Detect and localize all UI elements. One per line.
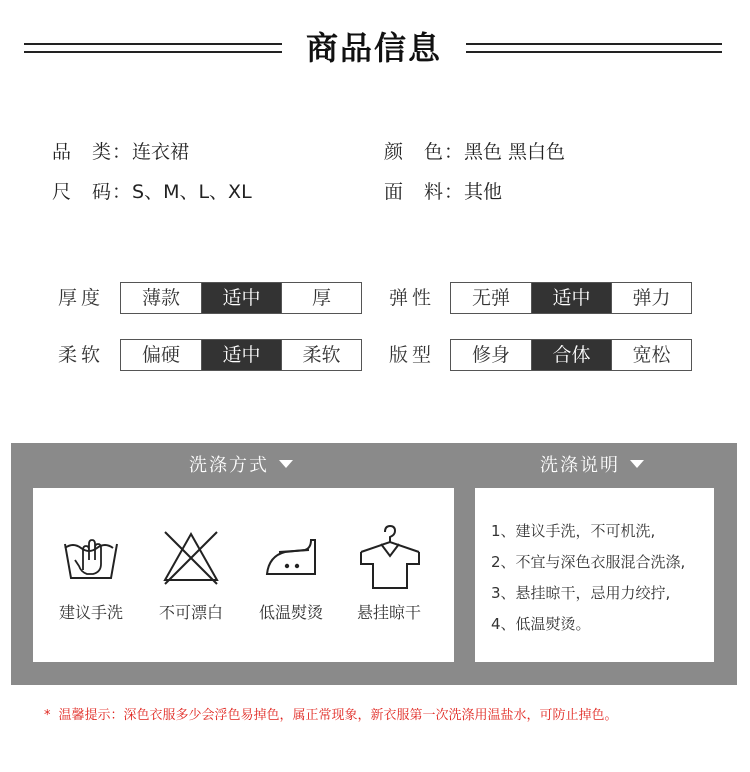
header-rule-left-top — [24, 43, 282, 45]
care-tip — [44, 706, 618, 726]
wash-method-title: 洗涤方式 — [189, 455, 269, 476]
spec-thickness-option[interactable]: 薄款 — [121, 283, 201, 313]
spec-thickness-option-selected[interactable]: 适中 — [201, 283, 281, 313]
no-bleach-icon — [161, 528, 221, 586]
info-fabric-label: 面 料： — [384, 181, 465, 203]
spec-softness-option[interactable]: 柔软 — [281, 340, 361, 370]
info-category — [52, 139, 189, 165]
spec-fit-option[interactable]: 宽松 — [611, 340, 691, 370]
header-rule-right-bottom — [466, 51, 722, 53]
spec-elasticity-group — [450, 282, 692, 314]
info-size-label: 尺 码： — [52, 181, 133, 203]
spec-thickness-option[interactable]: 厚 — [281, 283, 361, 313]
info-size — [52, 179, 252, 205]
page-title: 商品信息 — [305, 29, 442, 67]
spec-softness-option[interactable]: 偏硬 — [121, 340, 201, 370]
spec-softness-option-selected[interactable]: 适中 — [201, 340, 281, 370]
spec-thickness-group — [120, 282, 362, 314]
spec-thickness-label: 厚度 — [58, 287, 105, 309]
wash-icon-label: 不可漂白 — [158, 603, 223, 622]
wash-note-item: 2、不宜与深色衣服混合洗涤, — [491, 553, 686, 571]
info-color — [384, 139, 565, 165]
caret-down-icon — [279, 460, 293, 468]
wash-note-heading[interactable] — [540, 451, 644, 481]
spec-elasticity-label: 弹性 — [389, 287, 436, 309]
info-color-value: 黑色 黑白色 — [464, 141, 566, 163]
spec-elasticity-option-selected[interactable]: 适中 — [531, 283, 611, 313]
caret-down-icon — [630, 460, 644, 468]
spec-elasticity-option[interactable]: 无弹 — [451, 283, 531, 313]
wash-icons-box — [33, 488, 454, 662]
info-fabric-value: 其他 — [464, 181, 503, 203]
wash-icon-label: 悬挂晾干 — [356, 603, 421, 622]
spec-elasticity-option[interactable]: 弹力 — [611, 283, 691, 313]
info-fabric — [384, 179, 502, 205]
wash-panel — [11, 443, 737, 685]
wash-note-item: 3、悬挂晾干，忌用力绞拧, — [491, 584, 671, 602]
spec-fit-label: 版型 — [389, 344, 436, 366]
wash-method-heading[interactable] — [189, 451, 293, 481]
header-rule-left-bottom — [24, 51, 282, 53]
header-rule-right-top — [466, 43, 722, 45]
tip-star: * — [44, 708, 51, 723]
wash-icon-label: 低温熨烫 — [258, 603, 323, 622]
info-category-label: 品 类： — [52, 141, 133, 163]
wash-note-title: 洗涤说明 — [540, 455, 620, 476]
low-iron-icon — [261, 536, 321, 580]
spec-fit-option-selected[interactable]: 合体 — [531, 340, 611, 370]
wash-note-item: 4、低温熨烫。 — [491, 615, 591, 633]
info-size-value: S、M、L、XL — [132, 181, 252, 203]
spec-fit-group — [450, 339, 692, 371]
tip-text: 温馨提示：深色衣服多少会浮色易掉色，属正常现象，新衣服第一次洗涤用温盐水，可防止掉色。 — [58, 708, 618, 723]
wash-icon-label: 建议手洗 — [58, 603, 123, 622]
hang-dry-icon — [357, 522, 423, 590]
hand-wash-icon — [61, 530, 121, 586]
info-category-value: 连衣裙 — [132, 141, 190, 163]
wash-note-item: 1、建议手洗，不可机洗, — [491, 522, 656, 540]
spec-softness-group — [120, 339, 362, 371]
wash-notes-box — [475, 488, 714, 662]
spec-fit-option[interactable]: 修身 — [451, 340, 531, 370]
spec-softness-label: 柔软 — [58, 344, 105, 366]
info-color-label: 颜 色： — [384, 141, 465, 163]
